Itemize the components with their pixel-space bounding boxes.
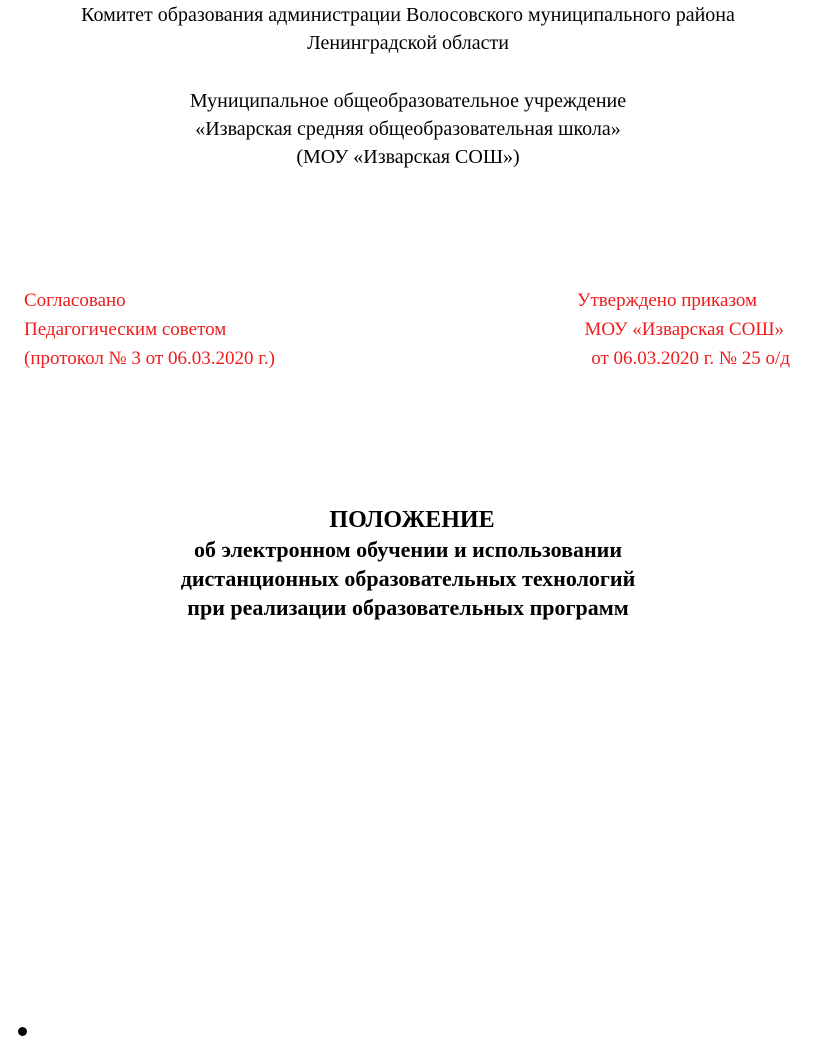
title-line: при реализации образовательных программ — [187, 595, 629, 620]
school-line: Муниципальное общеобразовательное учреждение — [189, 90, 627, 112]
school-line: «Изварская средняя общеобразовательная школа» — [195, 118, 621, 140]
approved-block — [577, 286, 790, 373]
agreed-line: Педагогическим советом — [24, 319, 227, 340]
committee-line: Комитет образования администрации Волосовского муниципального района — [81, 4, 735, 26]
agreed-line: Согласовано — [24, 290, 126, 311]
committee-line: Ленинградской области — [307, 32, 509, 54]
committee-header — [0, 1, 816, 57]
title-line: об электронном обучении и использовании — [193, 537, 623, 562]
title-line: дистанционных образовательных технологий — [180, 566, 636, 591]
school-header — [0, 87, 816, 171]
document-type-heading: ПОЛОЖЕНИЕ — [329, 507, 495, 533]
agreed-block — [24, 286, 275, 373]
agreed-line: (протокол № 3 от 06.03.2020 г.) — [24, 348, 275, 369]
approved-line: МОУ «Изварская СОШ» — [584, 319, 784, 340]
approved-line: Утверждено приказом — [577, 290, 757, 311]
school-line: (МОУ «Изварская СОШ») — [296, 146, 520, 168]
approved-line: от 06.03.2020 г. № 25 о/д — [591, 348, 790, 369]
bullet-icon — [18, 1027, 27, 1036]
document-title — [0, 506, 816, 622]
